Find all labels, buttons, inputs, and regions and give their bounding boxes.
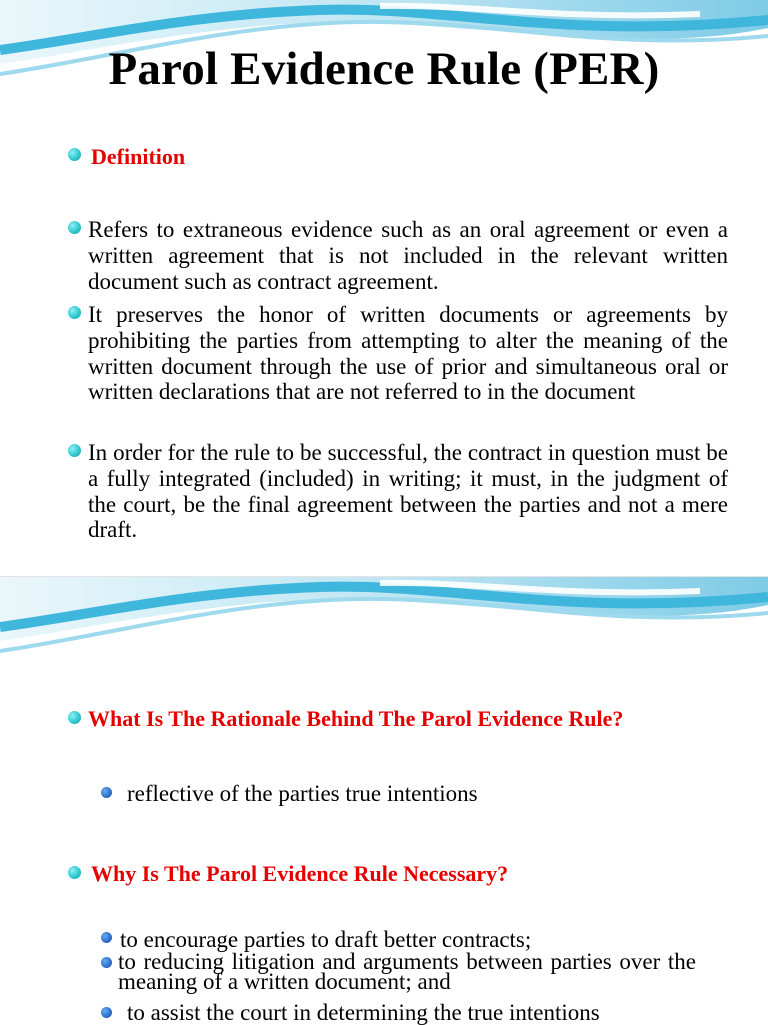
wave-header-decoration	[0, 577, 768, 667]
bullet-icon	[68, 221, 81, 234]
slide-2	[0, 576, 768, 1025]
bullet-icon	[68, 306, 81, 319]
bullet-icon	[68, 444, 81, 457]
rationale-question: What Is The Rationale Behind The Parol Evidence Rule?	[88, 706, 624, 731]
definition-bullet-2: It preserves the honor of written documents or agreements by prohibiting the parties from attempting to alter the meaning of the written document through the use of prior and simultaneous oral or written declarations that are not referred to in the document	[88, 302, 728, 405]
bullet-icon	[68, 148, 81, 161]
necessity-answer-1: to encourage parties to draft better contracts;	[120, 927, 532, 952]
sub-bullet-icon	[101, 957, 112, 968]
definition-bullet-3: In order for the rule to be successful, the contract in question must be a fully integrated (included) in writing; it must, in the judgment of the court, be the final agreement between the parties and not a mere draft.	[88, 440, 728, 543]
necessity-answer-3: to assist the court in determining the true intentions	[127, 1000, 600, 1025]
bullet-icon	[68, 866, 81, 879]
definition-heading: Definition	[91, 144, 186, 169]
sub-bullet-icon	[101, 1007, 112, 1018]
necessity-question: Why Is The Parol Evidence Rule Necessary?	[91, 861, 509, 886]
definition-bullet-1: Refers to extraneous evidence such as an oral agreement or even a written agreement that is not included in the relevant written document such as contract agreement.	[88, 217, 728, 294]
sub-bullet-icon	[101, 787, 112, 798]
necessity-answer-2: to reducing litigation and arguments between parties over the meaning of a written document; and	[118, 949, 696, 994]
rationale-answer: reflective of the parties true intentions	[127, 781, 478, 806]
bullet-icon	[68, 711, 81, 724]
slide-title: Parol Evidence Rule (PER)	[108, 43, 660, 95]
sub-bullet-icon	[101, 932, 112, 943]
